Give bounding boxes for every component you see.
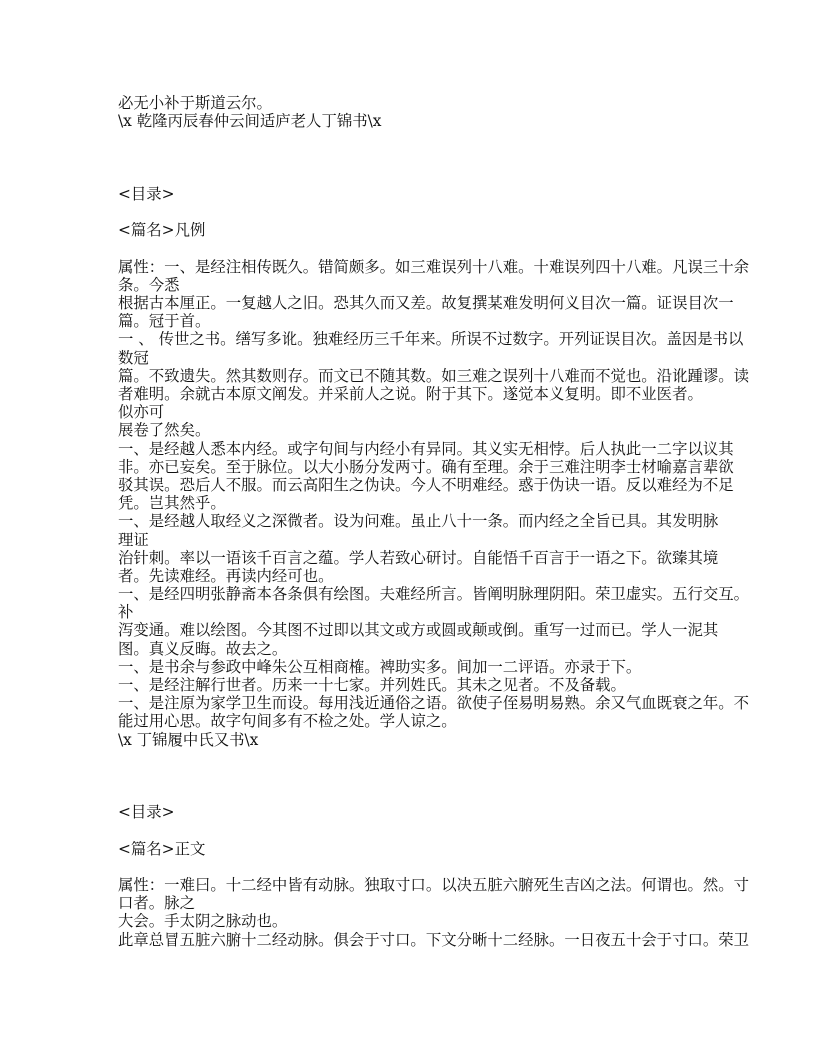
- toc-marker: <目录>: [118, 803, 175, 822]
- text-line: 篇。不致遗失。然其数则存。而文已不随其数。如三难之误列十八难而不觉也。沿讹踵谬。读: [118, 366, 750, 385]
- text-line: 展卷了然矣。: [118, 421, 211, 440]
- text-line: 条。今悉: [118, 275, 180, 294]
- chapter-title: <篇名>正文: [118, 839, 206, 858]
- text-line: 一、是经注解行世者。历来一十七家。并列姓氏。其未之见者。不及备载。: [118, 676, 626, 694]
- text-line: 数冠: [118, 348, 149, 367]
- text-line: 此章总冒五脏六腑十二经动脉。俱会于寸口。下文分晰十二经脉。一日夜五十会于寸口。荣卫: [118, 930, 750, 949]
- text-line: 治针刺。率以一语该千百言之蕴。学人若致心研讨。自能悟千百言于一语之下。欲臻其境: [118, 548, 719, 567]
- text-line: 能过用心思。故字句间多有不检之处。学人谅之。: [118, 712, 457, 731]
- text-line: 理证: [118, 530, 149, 549]
- chapter-title: <篇名>凡例: [118, 221, 206, 240]
- text-line: 一、是经四明张静斋本各条俱有绘图。夫难经所言。皆阐明脉理阴阳。荣卫虚实。五行交互。: [118, 585, 750, 604]
- text-line: 口者。脉之: [118, 894, 195, 913]
- text-line: 属性：一难曰。十二经中皆有动脉。独取寸口。以决五脏六腑死生吉凶之法。何谓也。然。寸: [118, 876, 750, 895]
- document-page: [118, 94, 750, 949]
- text-line: 根据古本厘正。一复越人之旧。恐其久而又差。故复撰某难发明何义目次一篇。证误目次一: [118, 294, 734, 313]
- text-line: 一、是注原为家学卫生而设。每用浅近通俗之语。欲使子侄易明易熟。余又气血既衰之年。不: [118, 694, 750, 713]
- text-line: 者难明。余就古本原文阐发。并采前人之说。附于其下。遂觉本义复明。即不业医者。: [118, 385, 703, 403]
- text-line: 补: [118, 603, 134, 622]
- text-line: 似亦可: [118, 403, 165, 422]
- text-line: 篇。冠于首。: [118, 312, 211, 331]
- text-line: 属性：一、是经注相传既久。错简颇多。如三难误列十八难。十难误列四十八难。凡误三十余: [118, 257, 750, 276]
- text-line: 图。真义反晦。故去之。: [118, 639, 288, 658]
- text-line: 泻变通。难以绘图。今其图不过即以其文或方或圆或颠或倒。重写一过而已。学人一泥其: [118, 621, 719, 640]
- text-line: 驳其误。恐后人不服。而云高阳生之伪诀。今人不明难经。惑于伪诀一语。反以难经为不足: [118, 475, 734, 494]
- text-line: 一、是经越人悉本内经。或字句间与内经小有异同。其义实无相悖。后人执此一二字以议其: [118, 439, 734, 458]
- signature-line: \x 丁锦履中氏又书\x: [118, 730, 259, 749]
- text-line: 一、是经越人取经义之深微者。设为问难。虽止八十一条。而内经之全旨已具。其发明脉: [118, 512, 719, 531]
- preface-closing: [118, 94, 708, 130]
- text-line: 凭。岂其然乎。: [118, 494, 226, 513]
- chapter-body-zhengwen: [118, 876, 750, 949]
- chapter-body-fanli: [118, 257, 750, 749]
- text-line: 一、是书余与参政中峰朱公互相商榷。裨助实多。间加一二评语。亦录于下。: [118, 657, 642, 676]
- text-line: 一 、 传世之书。缮写多讹。独难经历三千年来。所误不过数字。开列证误目次。盖因是书以: [118, 330, 744, 349]
- text-line: 大会。手太阴之脉动也。: [118, 912, 288, 931]
- toc-marker: <目录>: [118, 184, 175, 203]
- text-line: 必无小补于斯道云尔。: [118, 94, 272, 112]
- signature-line: \x 乾隆丙辰春仲云间适庐老人丁锦书\x: [118, 112, 382, 131]
- text-line: 非。亦已妄矣。至于脉位。以大小肠分发两寸。确有至理。余于三难注明李士材喻嘉言辈欲: [118, 457, 734, 476]
- text-line: 者。先读难经。再读内经可也。: [118, 566, 334, 585]
